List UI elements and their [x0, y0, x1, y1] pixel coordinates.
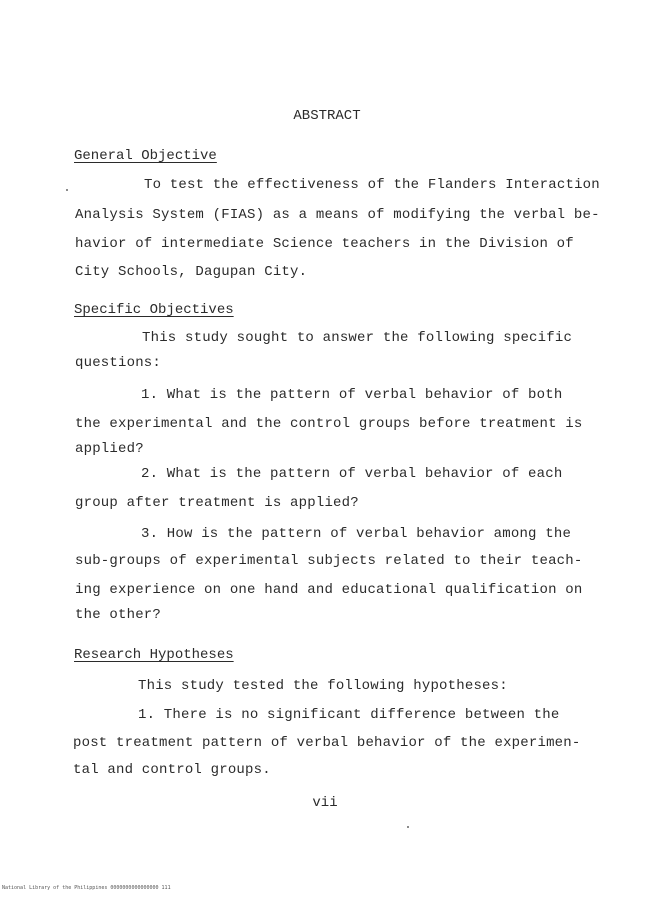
specific-line-5: applied? — [75, 441, 144, 457]
specific-objectives-heading: Specific Objectives — [74, 302, 234, 318]
specific-line-1: This study sought to answer the following specific — [142, 330, 573, 346]
library-footer: National Library of the Philippines 0000000000000000 111 — [2, 885, 171, 891]
page-title: ABSTRACT — [293, 108, 361, 124]
general-line-4: City Schools, Dagupan City. — [75, 264, 308, 280]
scan-speck — [66, 189, 68, 191]
specific-line-10: ing experience on one hand and educational qualification on — [75, 582, 583, 598]
general-objective-heading: General Objective — [74, 148, 217, 164]
research-line-4: tal and control groups. — [73, 762, 271, 778]
specific-line-9: sub-groups of experimental subjects related to their teach- — [75, 553, 583, 569]
general-line-1: To test the effectiveness of the Flanders Interaction — [144, 177, 600, 193]
specific-line-3: 1. What is the pattern of verbal behavior of both — [141, 387, 563, 403]
specific-line-2: questions: — [75, 355, 162, 371]
specific-line-6: 2. What is the pattern of verbal behavior of each — [141, 466, 563, 482]
research-line-2: 1. There is no significant difference between the — [138, 707, 560, 723]
general-line-2: Analysis System (FIAS) as a means of modifying the verbal be- — [75, 207, 600, 223]
page-number: vii — [312, 795, 338, 811]
specific-line-11: the other? — [75, 607, 162, 623]
specific-line-4: the experimental and the control groups before treatment is — [75, 416, 583, 432]
scan-speck — [407, 826, 409, 828]
research-line-3: post treatment pattern of verbal behavior of the experimen- — [73, 735, 581, 751]
specific-line-7: group after treatment is applied? — [75, 495, 359, 511]
research-hypotheses-heading: Research Hypotheses — [74, 647, 234, 663]
research-line-1: This study tested the following hypotheses: — [138, 678, 508, 694]
specific-line-8: 3. How is the pattern of verbal behavior among the — [141, 526, 572, 542]
general-line-3: havior of intermediate Science teachers in the Division of — [75, 236, 574, 252]
